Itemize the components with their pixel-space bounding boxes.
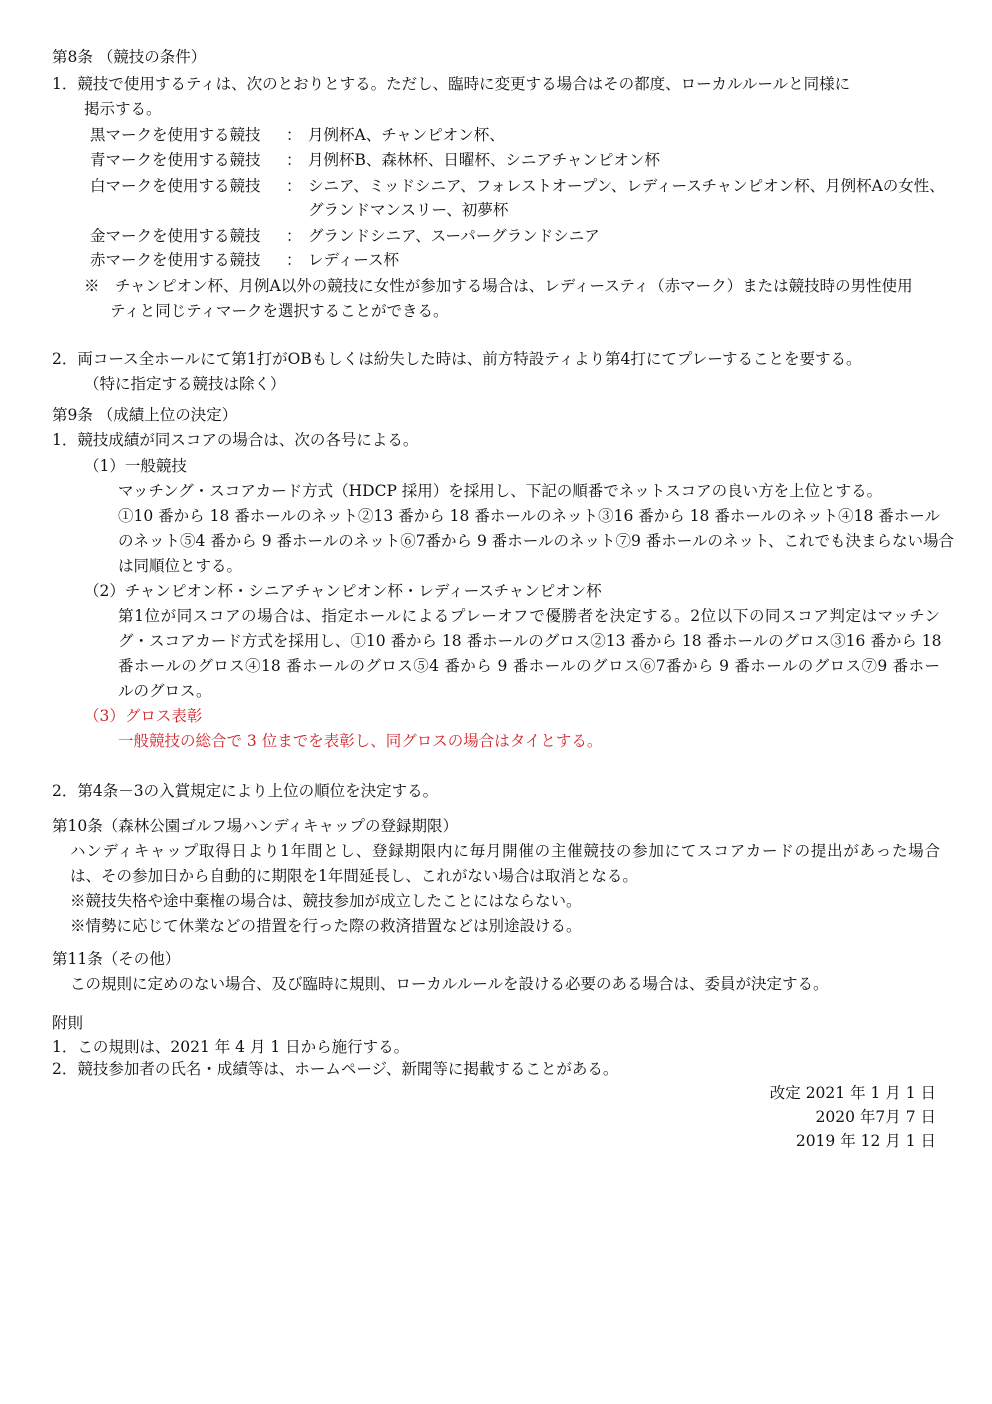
- article-9-clause-1: 1．競技成績が同スコアの場合は、次の各号による。: [52, 431, 419, 449]
- article-11-heading: 第11条（その他）: [52, 950, 181, 968]
- tee-label: 黒マークを使用する競技: [90, 126, 261, 144]
- article-8-heading: 第8条 （競技の条件）: [52, 48, 207, 66]
- article-10-note-2: ※情勢に応じて休業などの措置を行った際の救済措置などは別途設ける。: [70, 917, 582, 935]
- section-2-line-3: 番ホールのグロス④18 番ホールのグロス⑤4 番から 9 番ホールのグロス⑥7番から 9 番ホールのグロス⑦9 番ホー: [118, 657, 940, 675]
- appendix-line-2: 2．競技参加者の氏名・成績等は、ホームページ、新聞等に掲載することがある。: [52, 1060, 619, 1078]
- tee-label: 金マークを使用する競技: [90, 227, 261, 245]
- article-10-note-1: ※競技失格や途中棄権の場合は、競技参加が成立したことにはならない。: [70, 892, 582, 910]
- article-9-heading: 第9条 （成績上位の決定）: [52, 406, 238, 424]
- section-3-line-1: 一般競技の総合で 3 位までを表彰し、同グロスの場合はタイとする。: [118, 732, 603, 750]
- article-11-line-1: この規則に定めのない場合、及び臨時に規則、ローカルルールを設ける必要のある場合は、委員が決定する。: [70, 975, 829, 993]
- tee-row-gold: [90, 225, 600, 248]
- revision-date: 2019 年 12 月 1 日: [795, 1132, 936, 1150]
- section-2-title: （2）チャンピオン杯・シニアチャンピオン杯・レディースチャンピオン杯: [84, 582, 602, 600]
- article-8-clause-2-line-1: 2．両コース全ホールにて第1打がOBもしくは紛失した時は、前方特設ティより第4打にてプレーすることを要する。: [52, 350, 862, 368]
- appendix-heading: 附則: [52, 1014, 84, 1032]
- tee-row-black: [90, 124, 505, 147]
- tee-row-white: [90, 175, 945, 198]
- tee-value: シニア、ミッドシニア、フォレストオープン、レディースチャンピオン杯、月例杯Aの女性、: [308, 177, 945, 195]
- tee-colon: ：: [286, 151, 302, 169]
- tee-colon: ：: [286, 177, 302, 195]
- tee-row-blue: [90, 149, 660, 172]
- article-9-clause-2: 2．第4条－3の入賞規定により上位の順位を決定する。: [52, 782, 439, 800]
- tee-row-white-cont: [90, 199, 508, 222]
- tee-label: [90, 199, 286, 222]
- tee-colon: ：: [286, 251, 302, 269]
- article-8-note-line-1: ※ チャンピオン杯、月例A以外の競技に女性が参加する場合は、レディースティ（赤マーク）または競技時の男性使用: [84, 277, 913, 295]
- tee-value: グランドシニア、スーパーグランドシニア: [308, 227, 600, 245]
- section-1-line-1: マッチング・スコアカード方式（HDCP 採用）を採用し、下記の順番でネットスコアの良い方を上位とする。: [118, 482, 883, 500]
- article-10-line-2: は、その参加日から自動的に期限を1年間延長し、これがない場合は取消となる。: [70, 867, 638, 885]
- tee-value: 月例杯B、森林杯、日曜杯、シニアチャンピオン杯: [308, 151, 660, 169]
- tee-value: レディース杯: [308, 251, 399, 269]
- section-1-line-3: のネット⑤4 番から 9 番ホールのネット⑥7番から 9 番ホールのネット⑦9 番ホールのネット、これでも決まらない場合: [118, 532, 955, 550]
- article-8-clause-1-line-1: 1．競技で使用するティは、次のとおりとする。ただし、臨時に変更する場合はその都度、ローカルルールと同様に: [52, 75, 851, 93]
- tee-label: 赤マークを使用する競技: [90, 251, 261, 269]
- section-1-line-2: ①10 番から 18 番ホールのネット②13 番から 18 番ホールのネット③16 番から 18 番ホールのネット④18 番ホール: [118, 507, 940, 525]
- section-3-title: （3）グロス表彰: [84, 707, 203, 725]
- tee-value: 月例杯A、チャンピオン杯、: [308, 126, 505, 144]
- section-2-line-2: グ・スコアカード方式を採用し、①10 番から 18 番ホールのグロス②13 番から 18 番ホールのグロス③16 番から 18: [118, 632, 942, 650]
- article-8-clause-2-line-2: （特に指定する競技は除く）: [84, 375, 286, 393]
- section-1-title: （1）一般競技: [84, 457, 187, 475]
- revision-date: 2020 年7月 7 日: [815, 1108, 936, 1126]
- article-8-note-line-2: ティと同じティマークを選択することができる。: [110, 302, 449, 320]
- tee-label: 青マークを使用する競技: [90, 151, 261, 169]
- section-2-line-1: 第1位が同スコアの場合は、指定ホールによるプレーオフで優勝者を決定する。2位以下の同スコア判定はマッチン: [118, 607, 940, 625]
- tee-value: グランドマンスリー、初夢杯: [308, 201, 509, 219]
- section-1-line-4: は同順位とする。: [118, 557, 243, 575]
- article-10-line-1: ハンディキャップ取得日より1年間とし、登録期限内に毎月開催の主催競技の参加にてスコアカードの提出があった場合: [70, 842, 940, 860]
- tee-row-red: [90, 249, 399, 272]
- tee-colon: [286, 199, 308, 222]
- tee-colon: ：: [286, 126, 302, 144]
- tee-label: 白マークを使用する競技: [90, 177, 261, 195]
- revision-date: 改定 2021 年 1 月 1 日: [769, 1084, 936, 1102]
- section-2-line-4: ルのグロス。: [118, 682, 212, 700]
- appendix-line-1: 1．この規則は、2021 年 4 月 1 日から施行する。: [52, 1038, 410, 1056]
- article-10-heading: 第10条（森林公園ゴルフ場ハンディキャップの登録期限）: [52, 817, 458, 835]
- article-8-clause-1-line-2: 掲示する。: [84, 100, 162, 118]
- tee-colon: ：: [286, 227, 302, 245]
